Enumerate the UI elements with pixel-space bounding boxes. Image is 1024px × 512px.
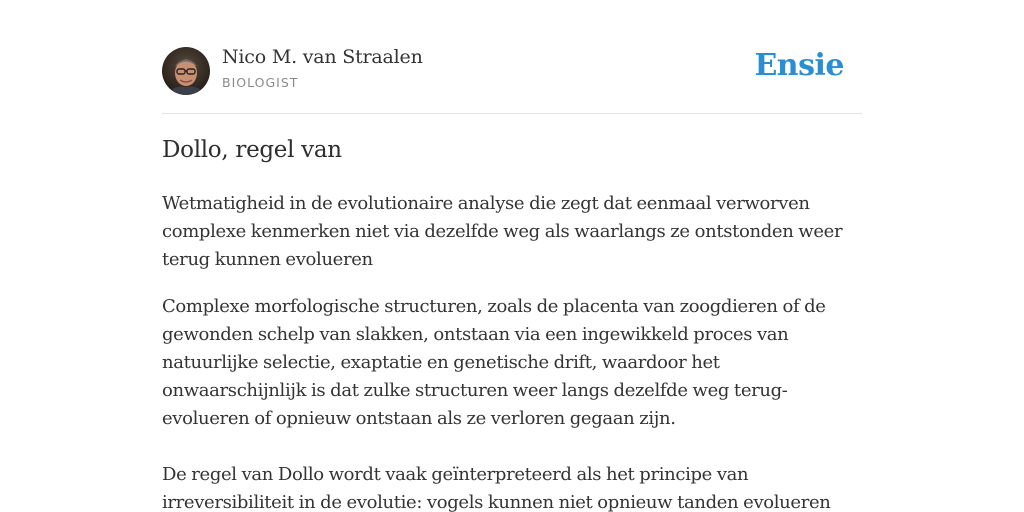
entry-paragraph: Complexe morfologische structuren, zoals de placenta van zoogdieren of de gewonden schelp van slakken, ontstaan via een ingewikkeld proces van natuurlijke selectie, exaptatie en genetische drift, waardoor het onwaarschijnlijk is dat zulke structuren weer langs dezelfde weg terug-evolueren of opnieuw ontstaan als ze verloren gegaan zijn. (162, 296, 826, 429)
entry-title: Dollo, regel van (162, 137, 342, 163)
brand-logo[interactable]: Ensie (754, 48, 844, 83)
entry-definition: Wetmatigheid in de evolutionaire analyse die zegt dat eenmaal verworven complexe kenmerken niet via dezelfde weg als waarlangs ze ontstonden weer terug kunnen evolueren (162, 193, 843, 270)
author-portrait-icon (162, 47, 210, 95)
author-avatar[interactable] (162, 47, 210, 95)
author-name[interactable]: Nico M. van Straalen (222, 46, 423, 68)
author-role: BIOLOGIST (222, 75, 299, 90)
entry-card (162, 0, 862, 512)
entry-paragraph: De regel van Dollo wordt vaak geïnterpreteerd als het principe van irreversibiliteit in de evolutie: vogels kunnen niet opnieuw tanden evolueren (162, 464, 831, 512)
entry-header (162, 0, 862, 114)
